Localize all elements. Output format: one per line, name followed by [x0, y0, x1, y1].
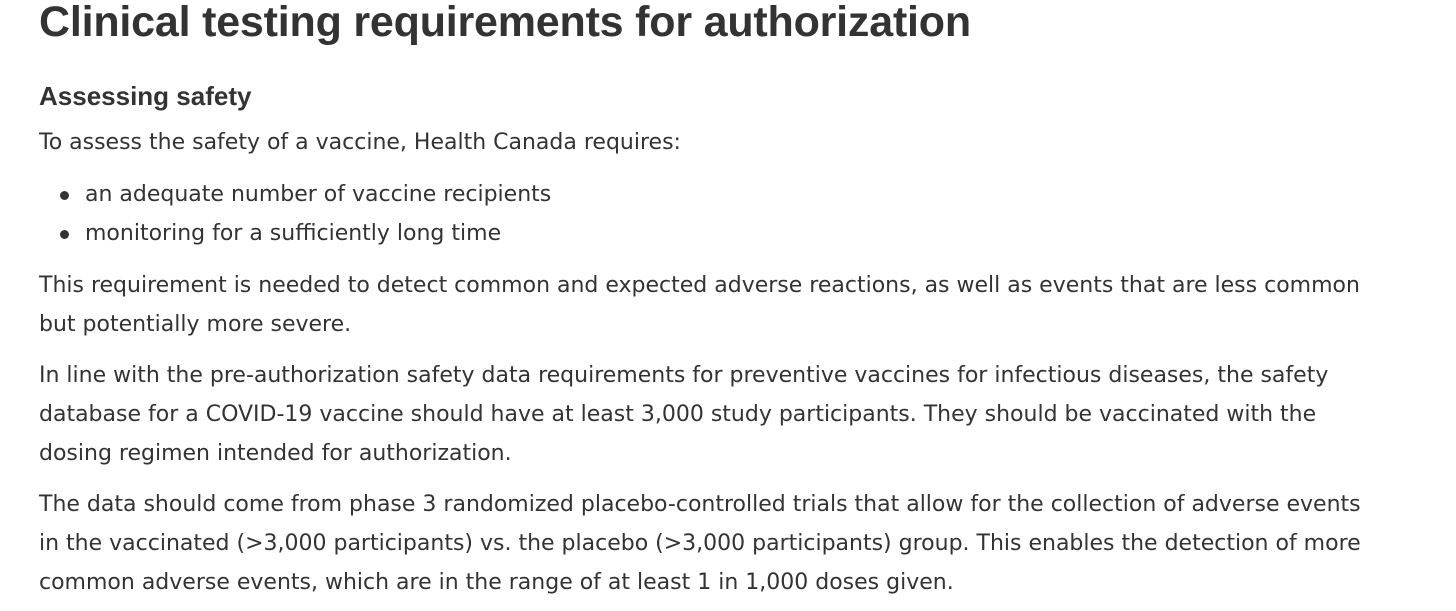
section-heading-assessing-safety: Assessing safety [39, 81, 252, 111]
requirements-list [39, 175, 551, 253]
paragraph-requirement-purpose: This requirement is needed to detect common and expected adverse reactions, as well as events that are less common but potentially more severe. [39, 273, 1360, 337]
page-title: Clinical testing requirements for authorization [39, 0, 971, 46]
bullet-icon [60, 230, 69, 239]
paragraph-trial-data: The data should come from phase 3 randomized placebo-controlled trials that allow for the collection of adverse events in the vaccinated (>3,000 participants) vs. the placebo (>3,000 participants) group. This enables the detection of more common adverse events, which are in the range of at least 1 in 1,000 doses given. [39, 492, 1361, 595]
list-item-text: an adequate number of vaccine recipients [85, 182, 552, 207]
bullet-icon [60, 191, 69, 200]
paragraph-safety-database: In line with the pre-authorization safety data requirements for preventive vaccines for infectious diseases, the safety database for a COVID-19 vaccine should have at least 3,000 study participants. They should be vaccinated with the dosing regimen intended for authorization. [39, 363, 1329, 466]
intro-paragraph: To assess the safety of a vaccine, Health Canada requires: [39, 130, 681, 155]
list-item [85, 214, 551, 253]
list-item-text: monitoring for a sufficiently long time [85, 221, 502, 246]
list-item [85, 175, 551, 214]
